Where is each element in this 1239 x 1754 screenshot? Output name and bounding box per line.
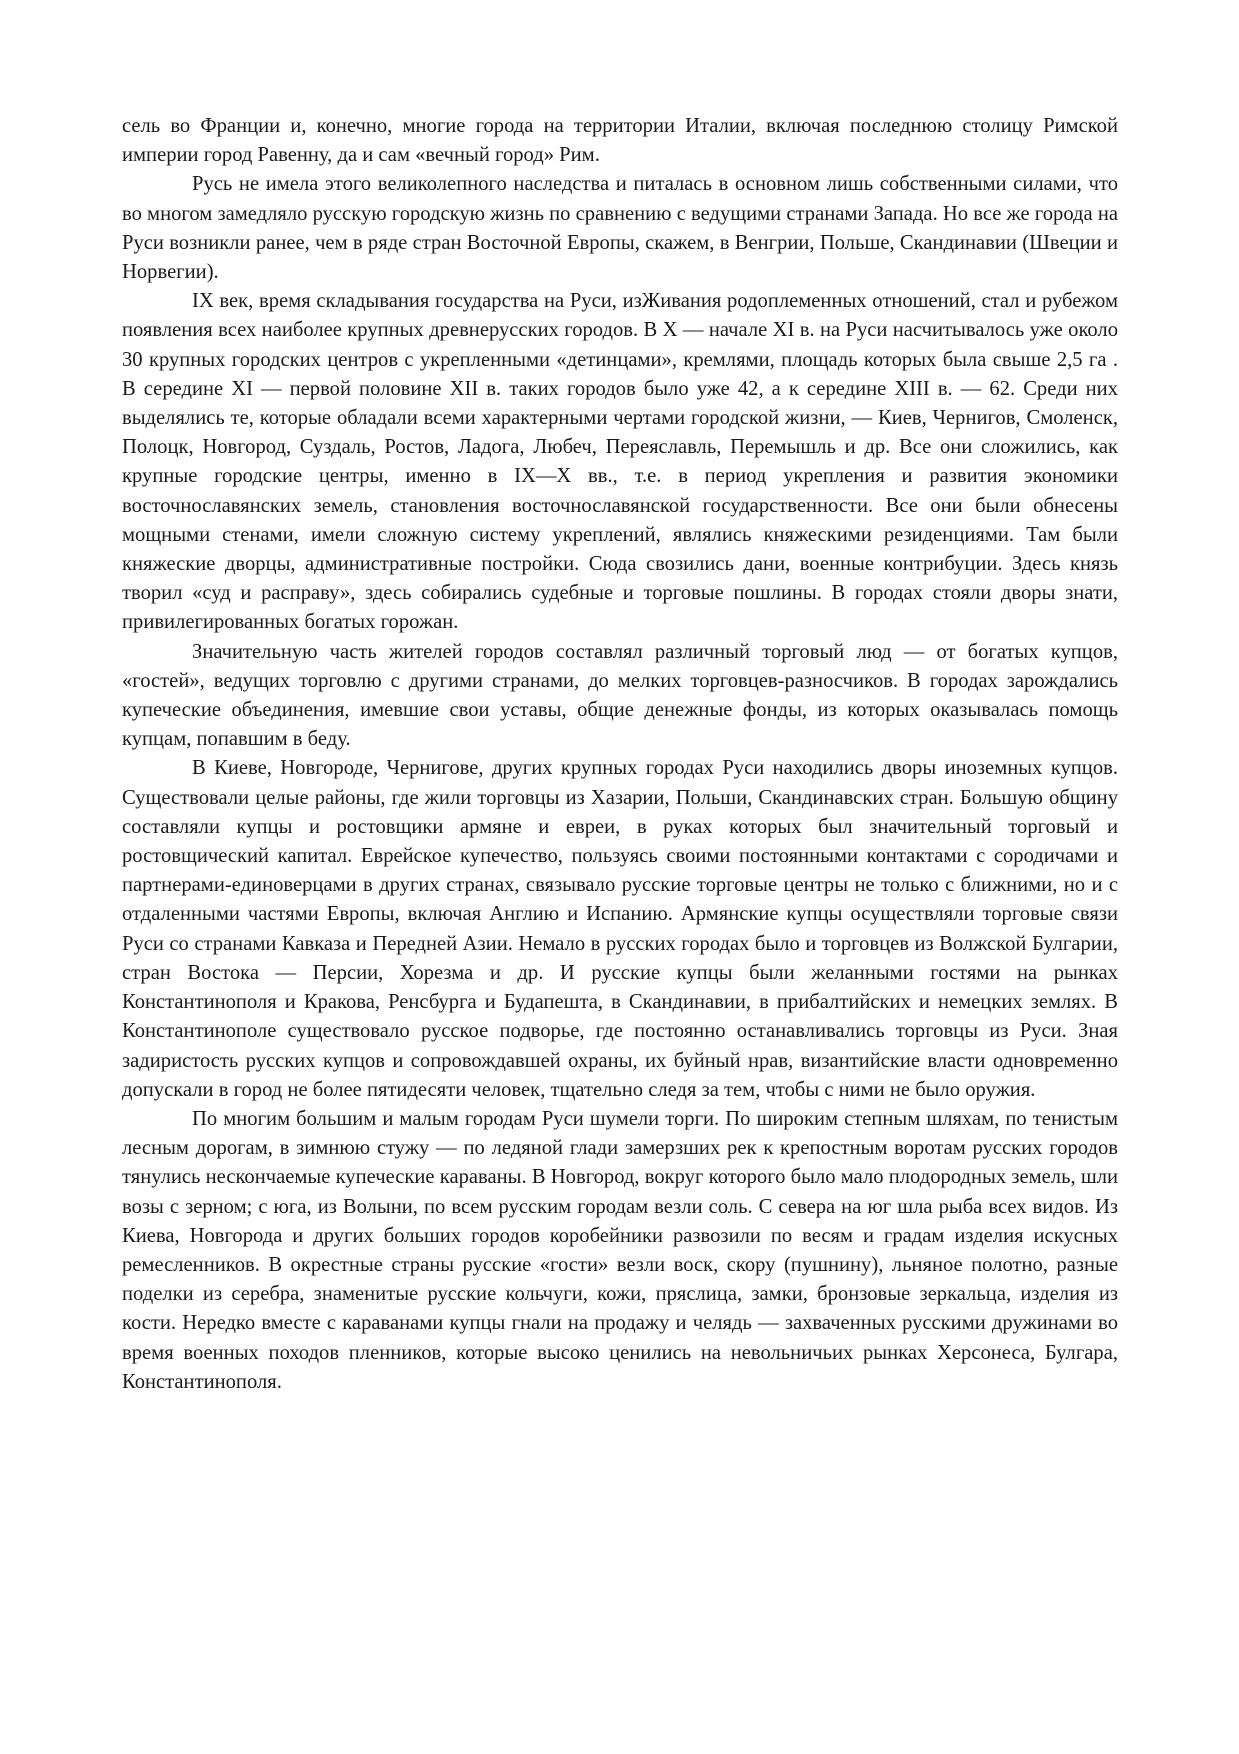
paragraph-merchants: Значительную часть жителей городов составлял различный торговый люд — от богатых купцов, «гостей», ведущих торговлю с другими странами, до мелких торговцев-разносчиков. В городах зарождались купеческие объединения, имевшие свои уставы, общие денежные фонды, из которых оказывалась помощь купцам, попавшим в беду. xyxy=(122,640,1118,751)
paragraph-foreign-merchants: В Киеве, Новгороде, Чернигове, других крупных городах Руси находились дворы иноземных купцов. Существовали целые районы, где жили торговцы из Хазарии, Польши, Скандинавских стран. Большую общину составляли купцы и ростовщики армяне и евреи, в руках которых был значительный торговый и ростовщический капитал. Еврейское купечество, пользуясь своими постоянными контактами с сородичами и партнерами-единоверцами в других странах, связывало русские торговые центры не только с ближними, но и с отдаленными частями Европы, включая Англию и Испанию. Армянские купцы осуществляли торговые связи Руси со странами Кавказа и Передней Азии. Немало в русских городах было и торговцев из Волжской Булгарии, стран Востока — Персии, Хорезма и др. И русские купцы были желанными гостями на рынках Константинополя и Кракова, Ренсбурга и Будапешта, в Скандинавии, в прибалтийских и немецких землях. В Константинополе существовало русское подворье, где постоянно останавливались торговцы из Руси. Зная задиристость русских купцов и сопровождавшей охраны, их буйный нрав, византийские власти одновременно допускали в город не более пятидесяти человек, тщательно следя за тем, чтобы с ними не было оружия. xyxy=(122,757,1118,1101)
paragraph-continuation: сель во Франции и, конечно, многие города на территории Италии, включая последнюю столицу Римской империи город Равенну, да и сам «вечный город» Рим. xyxy=(122,115,1118,167)
paragraph-rus-heritage: Русь не имела этого великолепного наследства и питалась в основном лишь собственными силами, что во многом замедляло русскую городскую жизнь по сравнению с ведущими странами Запада. Но все же города на Руси возникли ранее, чем в ряде стран Восточной Европы, скажем, в Венгрии, Польше, Скандинавии (Швеции и Норвегии). xyxy=(122,173,1118,284)
paragraph-ninth-century: IX век, время складывания государства на Руси, изЖивания родоплеменных отношений, стал и рубежом появления всех наиболее крупных древнерусских городов. В X — начале XI в. на Руси насчитывалось уже около 30 крупных городских центров с укрепленными «детинцами», кремлями, площадь которых была свыше 2,5 га . В середине XI — первой половине XII в. таких городов было уже 42, а к середине XIII в. — 62. Среди них выделялись те, которые обладали всеми характерными чертами городской жизни, — Киев, Чернигов, Смоленск, Полоцк, Новгород, Суздаль, Ростов, Ладога, Любеч, Переяславль, Перемышль и др. Все они сложились, как крупные городские центры, именно в IX—X вв., т.е. в период укрепления и развития экономики восточнославянских земель, становления восточнославянской государственности. Все они были обнесены мощными стенами, имели сложную систему укреплений, являлись княжескими резиденциями. Там были княжеские дворцы, административные постройки. Сюда свозились дани, военные контрибуции. Здесь князь творил «суд и расправу», здесь собирались судебные и торговые пошлины. В городах стояли дворы знати, привилегированных богатых горожан. xyxy=(122,290,1118,634)
paragraph-trade-routes: По многим большим и малым городам Руси шумели торги. По широким степным шляхам, по тенистым лесным дорогам, в зимнюю стужу — по ледяной глади замерзших рек к крепостным воротам русских городов тянулись нескончаемые купеческие караваны. В Новгород, вокруг которого было мало плодородных земель, шли возы с зерном; с юга, из Волыни, по всем русским городам везли соль. С севера на юг шла рыба всех видов. Из Киева, Новгорода и других больших городов коробейники развозили по весям и градам изделия искусных ремесленников. В окрестные страны русские «гости» везли воск, скору (пушнину), льняное полотно, разные поделки из серебра, знаменитые русские кольчуги, кожи, пряслица, замки, бронзовые зеркальца, изделия из кости. Нередко вместе с караванами купцы гнали на продажу и челядь — захваченных русскими дружинами во время военных походов пленников, которые высоко ценились на невольничьих рынках Херсонеса, Булгара, Константинополя. xyxy=(122,1107,1118,1393)
document-page xyxy=(122,112,1118,1397)
